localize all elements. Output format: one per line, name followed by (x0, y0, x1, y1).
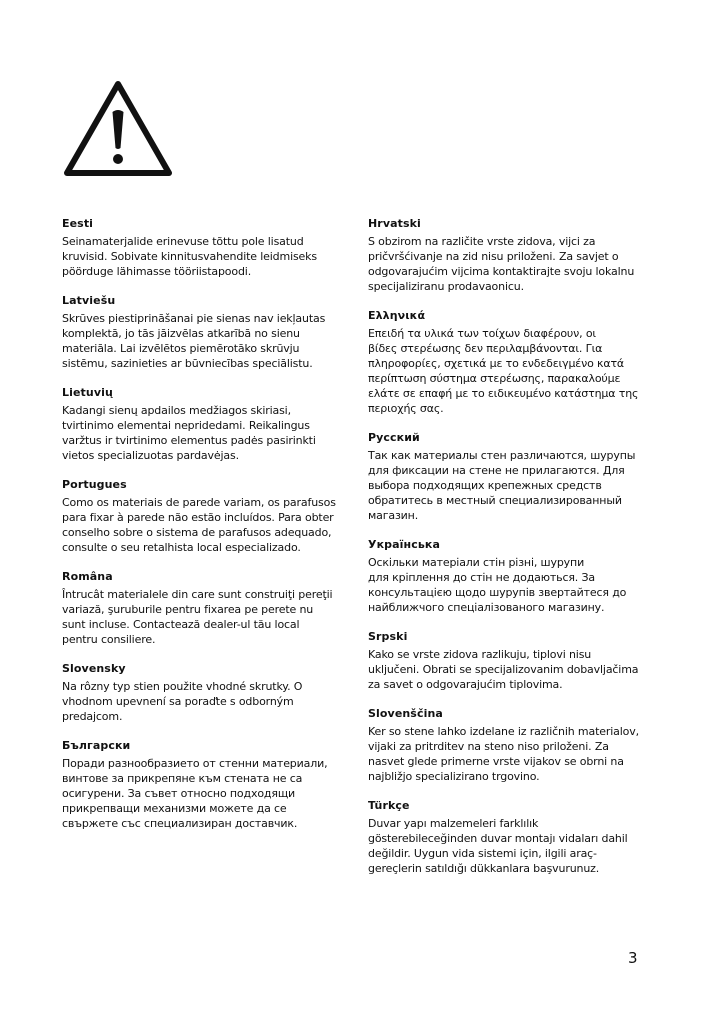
section-lietuviu (62, 385, 348, 463)
section-body: Skrūves piestiprināšanai pie sienas nav iekļautas komplektā, jo tās jāizvēlas atkarībā no sienu materiāla. Lai izvēlētos piemērotāko skrūvju sistēmu, sazinieties ar būvniecības speciālistu. (62, 312, 326, 370)
section-body: Duvar yapı malzemeleri farklılık gösterebileceğinden duvar montajı vidaları dahil değildir. Uygun vida sistemi için, ilgili araç- gereçlerin satıldığı dükkanlara başvurunuz. (368, 817, 628, 875)
section-ukrainska (368, 537, 658, 615)
section-portugues (62, 477, 348, 555)
section-slovenscina (368, 706, 658, 784)
section-russkiy (368, 430, 658, 523)
section-title: Hrvatski (368, 217, 421, 230)
page-number: 3 (628, 949, 638, 967)
section-title: Eesti (62, 217, 94, 230)
section-balgarski (62, 738, 348, 831)
section-eesti (62, 216, 348, 279)
section-title: Русский (368, 431, 420, 444)
section-body: Na rôzny typ stien použite vhodné skrutky. O vhodnom upevnení sa poraďte s odborným predajcom. (62, 680, 303, 723)
section-body: Întrucât materialele din care sunt construiţi pereţii variază, şuruburile pentru fixarea pe perete nu sunt incluse. Contactează dealer-ul tău local pentru consiliere. (62, 588, 333, 646)
warning-triangle-icon (61, 78, 175, 178)
section-title: Portugues (62, 478, 127, 491)
section-title: Româna (62, 570, 113, 583)
section-body: Seinamaterjalide erinevuse tõttu pole lisatud kruvisid. Sobivate kinnitusvahendite leidmiseks pöörduge lähimasse tööriistapoodi. (62, 235, 317, 278)
left-column (62, 216, 348, 845)
section-turkce (368, 798, 658, 876)
section-title: Українська (368, 538, 440, 551)
section-body: Kako se vrste zidova razlikuju, tiplovi nisu uključeni. Obrati se specijalizovanim dobavljačima za savet o odgovarajućim tiplovima. (368, 648, 639, 691)
section-latviesu (62, 293, 348, 371)
section-body: Kadangi sienų apdailos medžiagos skiriasi, tvirtinimo elementai nepridedami. Reikalingus varžtus ir tvirtinimo elementus padės pasirinkti vietos specializuotas pardavėjas. (62, 404, 316, 462)
section-title: Srpski (368, 630, 408, 643)
right-column (368, 216, 658, 890)
section-hrvatski (368, 216, 658, 294)
section-body: S obzirom na različite vrste zidova, vijci za pričvršćivanje na zid nisu priloženi. Za savjet o odgovarajućim vijcima kontaktirajte svoju lokalnu specijaliziranu prodavaonicu. (368, 235, 635, 293)
section-title: Latviešu (62, 294, 116, 307)
section-body: Επειδή τα υλικά των τοίχων διαφέρουν, οι βίδες στερέωσης δεν περιλαμβάνονται. Για πληροφορίες, σχετικά με το ενδεδειγμένο κατά περίπτωση σύστημα στερέωσης, παρακαλούμε ελάτε σε επαφή με το ειδικευμένο κατάστημα της περιοχής σας. (368, 327, 639, 415)
section-body: Так как материалы стен различаются, шурупы для фиксации на стене не прилагаются. Для выбора подходящих крепежных средств обратитесь в местный специализированный магазин. (368, 449, 636, 522)
section-title: Ελληνικά (368, 309, 426, 322)
section-title: Slovenščina (368, 707, 443, 720)
section-srpski (368, 629, 658, 692)
section-slovensky (62, 661, 348, 724)
section-title: Български (62, 739, 131, 752)
section-body: Поради разнообразието от стенни материали, винтове за прикрепяне към стената не са осигурени. За съвет относно подходящи прикрепващи механизми можете да се свържете със специализиран доставчик. (62, 757, 328, 830)
section-ellinika (368, 308, 658, 416)
section-title: Türkçe (368, 799, 410, 812)
section-title: Lietuvių (62, 386, 113, 399)
section-title: Slovensky (62, 662, 126, 675)
section-body: Оскільки матеріали стін різні, шурупи для кріплення до стін не додаються. За консультацією щодо шурупів звертайтеся до найближчого спеціалізованого магазину. (368, 556, 627, 614)
section-romana (62, 569, 348, 647)
section-body: Como os materiais de parede variam, os parafusos para fixar à parede não estão incluídos. Para obter conselho sobre o sistema de parafusos adequado, consulte o seu retalhista local especializado. (62, 496, 336, 554)
section-body: Ker so stene lahko izdelane iz različnih materialov, vijaki za pritrditev na steno niso priloženi. Za nasvet glede primerne vrste vijakov se obrni na najbližjo specializirano trgovino. (368, 725, 639, 783)
